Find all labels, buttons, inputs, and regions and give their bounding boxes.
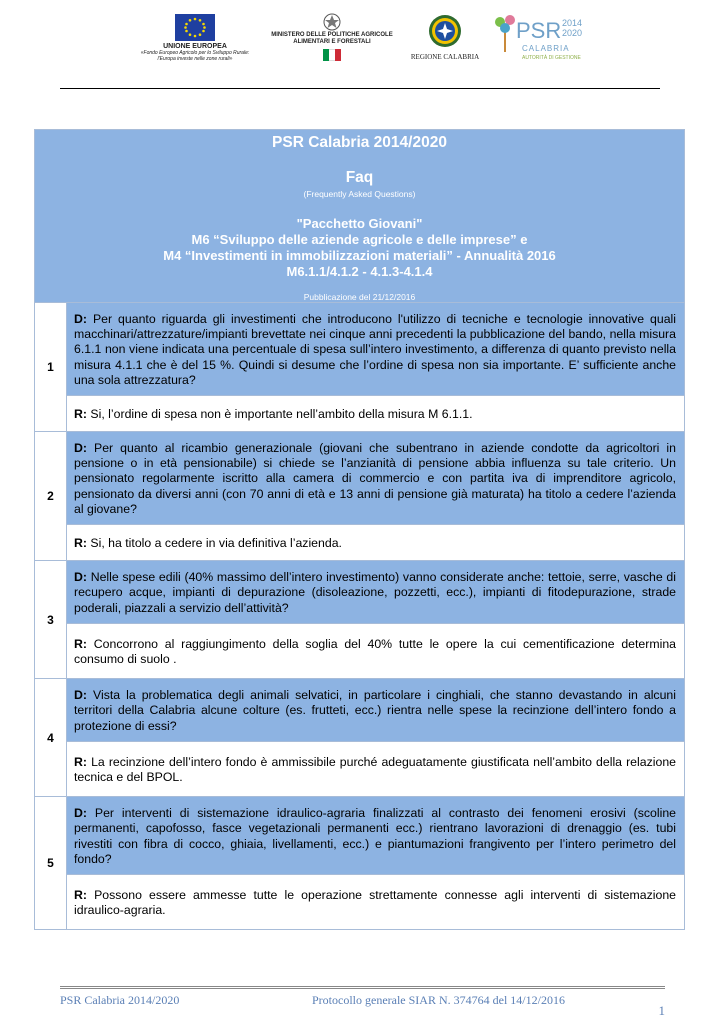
eu-caption-1: «Fondo Europeo Agricolo per lo Sviluppo Rurale: bbox=[140, 50, 250, 56]
psr-region: CALABRIA bbox=[522, 44, 570, 53]
eu-caption-2: l'Europa investe nelle zone rurali» bbox=[157, 56, 233, 62]
question-label: D: bbox=[74, 570, 87, 585]
eu-name: UNIONE EUROPEA bbox=[163, 43, 227, 50]
measure-m4: M4 “Investimenti in immobilizzazioni materiali” - Annualità 2016 bbox=[163, 248, 556, 263]
eu-logo bbox=[140, 14, 250, 62]
faq-answer bbox=[67, 525, 685, 561]
publication-date: Pubblicazione del 21/12/2016 bbox=[303, 292, 416, 302]
answer-text: Si, l’ordine di spesa non è importante nell’ambito della misura M 6.1.1. bbox=[90, 406, 473, 421]
answer-text: Si, ha titolo a cedere in via definitiva l’azienda. bbox=[90, 535, 342, 550]
faq-number: 2 bbox=[35, 432, 67, 561]
question-text: Nelle spese edili (40% massimo dell’intero investimento) vanno considerate anche: tettoie, serre, vasche di recupero acque, impianti di depurazione (disoleazione, pozzetti, ecc.), impianti di fitodepurazione, strade poderali, piazzali a servizio dell’attività? bbox=[74, 570, 676, 615]
question-text: Vista la problematica degli animali selvatici, in particolare i cinghiali, che stanno devastando in alcuni territori della Calabria alcune colture (es. frutteti, ecc.) rientra nelle spese la recinzione dell’intero fondo a protezione di essi? bbox=[74, 688, 676, 733]
psr-caption: AUTORITÀ DI GESTIONE bbox=[522, 55, 581, 61]
measure-codes: M6.1.1/4.1.2 - 4.1.3-4.1.4 bbox=[286, 264, 433, 279]
faq-number: 5 bbox=[35, 797, 67, 930]
faq-header bbox=[35, 130, 685, 303]
answer-text: Concorrono al raggiungimento della soglia del 40% tutte le opere la cui cementificazione determina consumo di suolo . bbox=[74, 636, 676, 666]
footer-protocol: Protocollo generale SIAR N. 374764 del 14/12/2016 bbox=[312, 993, 565, 1007]
region-shield-icon bbox=[428, 12, 462, 50]
page-number: 1 bbox=[658, 1003, 665, 1018]
faq-subtitle: (Frequently Asked Questions) bbox=[303, 189, 416, 199]
eu-flag-icon bbox=[175, 14, 215, 41]
faq-question bbox=[67, 303, 685, 396]
region-name: REGIONE CALABRIA bbox=[410, 53, 480, 61]
italian-flag-icon bbox=[323, 49, 341, 61]
logo-bar bbox=[0, 8, 725, 72]
faq-number: 4 bbox=[35, 679, 67, 797]
answer-label: R: bbox=[74, 535, 87, 550]
psr-title: PSR bbox=[516, 18, 562, 43]
psr-years-2: 2020 bbox=[562, 28, 583, 38]
ministry-logo bbox=[262, 12, 402, 61]
answer-label: R: bbox=[74, 754, 87, 769]
faq-question bbox=[67, 561, 685, 624]
faq-answer bbox=[67, 624, 685, 679]
header-rule bbox=[60, 88, 660, 89]
faq-answer bbox=[67, 742, 685, 797]
faq-question bbox=[67, 432, 685, 525]
faq-row-4-answer bbox=[35, 742, 685, 797]
psr-years-1: 2014 bbox=[562, 18, 583, 28]
faq-question bbox=[67, 797, 685, 875]
faq-row-5 bbox=[35, 797, 685, 875]
measure-m6: M6 “Sviluppo delle aziende agricole e delle imprese” e bbox=[191, 232, 528, 247]
package-title: "Pacchetto Giovani" bbox=[296, 216, 423, 231]
faq-header-row bbox=[35, 130, 685, 303]
faq-row-2 bbox=[35, 432, 685, 525]
faq-row-4 bbox=[35, 679, 685, 742]
faq-row-3-answer bbox=[35, 624, 685, 679]
answer-label: R: bbox=[74, 887, 87, 902]
faq-table bbox=[34, 129, 685, 930]
question-text: Per quanto al ricambio generazionale (giovani che subentrano in aziende condotte da agricoltori in pensione o in età pensionabile) si chiede se l’anzianità di pensione abbia influenza su tale criterio. Un pensionato regolarmente iscritto alla camera di commercio e con partita iva di imprenditore agricolo, pensionato da diversi anni (con 70 anni di età e 13 anni di pensione già maturata) ha titolo a cedere l’azienda al giovane? bbox=[74, 440, 676, 516]
faq-title: Faq bbox=[345, 169, 374, 186]
psr-logo bbox=[492, 8, 582, 68]
ministry-name-2: ALIMENTARI E FORESTALI bbox=[293, 39, 371, 45]
ministry-name-1: MINISTERO DELLE POLITICHE AGRICOLE bbox=[271, 32, 393, 38]
question-text: Per quanto riguarda gli investimenti che introducono l'utilizzo di tecniche e tecnologie innovative quali macchinari/attrezzature/impianti brevettate nei cinque anni precedenti la pubblicazione del bando, nella misura 6.1.1 non viene indicata una percentuale di spesa sull’intero investimento, a differenza di quanto previsto nella misura 4.1.1 che è del 15 %. Quindi si desume che l’ordine di spesa non sia importante. E’ sufficiente anche una sola attrezzatura? bbox=[74, 311, 676, 387]
question-text: Per interventi di sistemazione idraulico-agraria finalizzati al contrasto dei fenomeni erosivi (scoline permanenti, capofosso, fasce vegetazionali permanenti ecc.) rientrano lavorazioni di drenaggio (es. tubi rivestiti con fibra di cocco, ghiaia, livellamenti, ecc.) e piantumazioni frangivento per l’intero perimetro del fondo? bbox=[74, 806, 676, 866]
faq-row-1 bbox=[35, 303, 685, 396]
faq-number: 3 bbox=[35, 561, 67, 679]
region-logo bbox=[400, 12, 490, 61]
faq-row-1-answer bbox=[35, 396, 685, 432]
faq-question bbox=[67, 679, 685, 742]
question-label: D: bbox=[74, 688, 87, 703]
answer-text: La recinzione dell’intero fondo è ammissibile purché adeguatamente giustificata nell’ambito della relazione tecnica e del BPOL. bbox=[74, 754, 676, 784]
psr-tree-icon bbox=[492, 12, 518, 52]
faq-number: 1 bbox=[35, 303, 67, 432]
answer-label: R: bbox=[74, 406, 87, 421]
faq-row-5-answer bbox=[35, 875, 685, 930]
faq-row-2-answer bbox=[35, 525, 685, 561]
answer-label: R: bbox=[74, 636, 87, 651]
question-label: D: bbox=[74, 806, 87, 821]
italian-emblem-icon bbox=[323, 12, 341, 32]
answer-text: Possono essere ammesse tutte le operazione strettamente connesse agli interventi di sistemazione idraulico-agraria. bbox=[74, 887, 676, 917]
question-label: D: bbox=[74, 311, 87, 326]
footer-rule bbox=[60, 986, 665, 989]
doc-title: PSR Calabria 2014/2020 bbox=[272, 134, 447, 151]
footer-left: PSR Calabria 2014/2020 bbox=[60, 993, 180, 1007]
question-label: D: bbox=[74, 440, 87, 455]
faq-row-3 bbox=[35, 561, 685, 624]
faq-answer bbox=[67, 396, 685, 432]
faq-answer bbox=[67, 875, 685, 930]
